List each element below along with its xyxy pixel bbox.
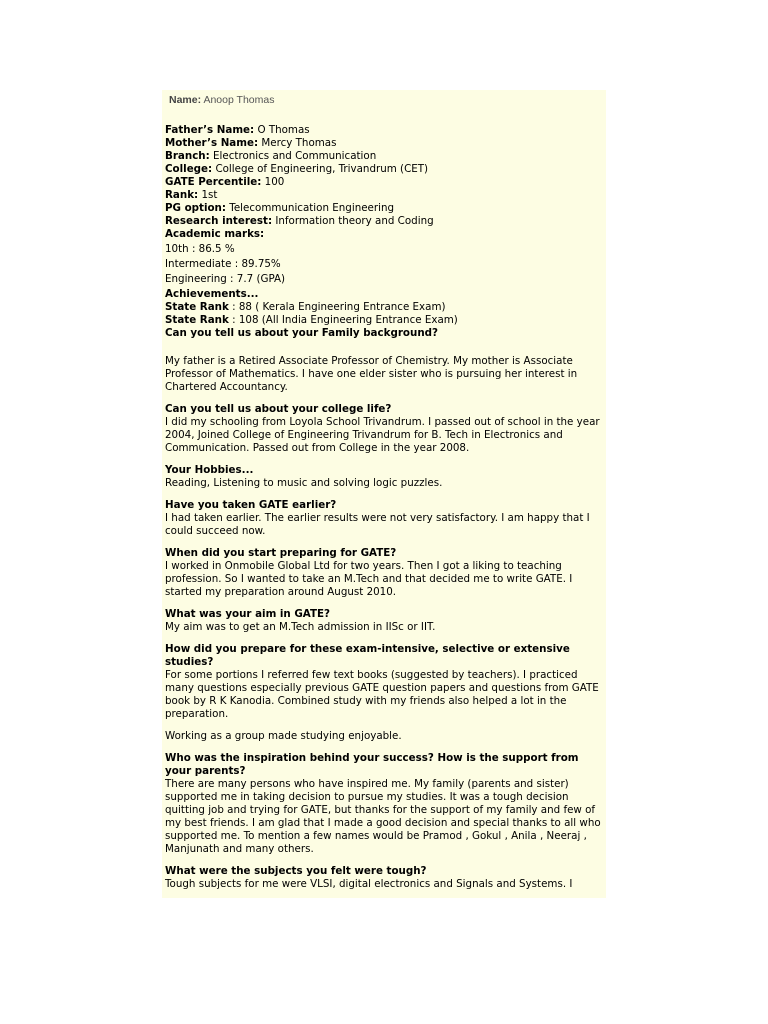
field-value: O Thomas (257, 124, 310, 136)
academic-mark: Intermediate : 89.75% (165, 258, 281, 270)
name-line (169, 94, 274, 106)
question-tough-subjects: What were the subjects you felt were tough? (165, 865, 427, 877)
field-value: 1st (201, 189, 218, 201)
field-value: 100 (264, 176, 285, 188)
answer-gate-earlier: I had taken earlier. The earlier results were not very satisfactory. I am happy that I could succeed now. (165, 512, 590, 537)
field-label: PG option: (165, 202, 227, 214)
field-label: College: (165, 163, 213, 175)
field-label: GATE Percentile: (165, 176, 262, 188)
achievement-item (165, 301, 603, 314)
question-college: Can you tell us about your college life? (165, 403, 392, 415)
achievement-value: : 88 ( Kerala Engineering Entrance Exam) (228, 301, 446, 313)
field-value: Telecommunication Engineering (229, 202, 395, 214)
achievement-item (165, 314, 603, 327)
field-value: Information theory and Coding (275, 215, 434, 227)
answer-preparation: For some portions I referred few text books (suggested by teachers). I practiced many questions especially previous GATE question papers and questions from GATE book by R K Kanodia. Combined study with my friends also helped a lot in the preparation. (165, 669, 599, 720)
answer-aim: My aim was to get an M.Tech admission in IISc or IIT. (165, 621, 436, 633)
academic-heading (165, 228, 603, 241)
academic-mark: 10th : 86.5 % (165, 243, 235, 255)
answer-college: I did my schooling from Loyola School Trivandrum. I passed out of school in the year 2004, Joined College of Engineering Trivandrum for B. Tech in Electronics and Communication. Passed out from College in the year 2008. (165, 416, 600, 454)
achievement-label: State Rank (165, 301, 229, 313)
answer-start-preparing: I worked in Onmobile Global Ltd for two years. Then I got a liking to teaching profession. So I wanted to take an M.Tech and that decided me to write GATE. I started my preparation around August 2010. (165, 560, 573, 598)
question-start-preparing: When did you start preparing for GATE? (165, 547, 397, 559)
field-label: Rank: (165, 189, 199, 201)
academic-mark: Engineering : 7.7 (GPA) (165, 273, 286, 285)
family-question (165, 327, 603, 340)
question-preparation: How did you prepare for these exam-intensive, selective or extensive studies? (165, 643, 570, 668)
profile-percentile (165, 176, 603, 189)
family-answer: My father is a Retired Associate Professor of Chemistry. My mother is Associate Professor of Mathematics. I have one elder sister who is pursuing her interest in Chartered Accountancy. (165, 355, 578, 393)
question-aim: What was your aim in GATE? (165, 608, 330, 620)
answer-hobbies: Reading, Listening to music and solving logic puzzles. (165, 477, 443, 489)
academic-heading-text: Academic marks: (165, 228, 265, 240)
interview-panel (162, 90, 606, 898)
name-value: Anoop Thomas (203, 94, 275, 106)
profile-father (165, 124, 603, 137)
field-value: College of Engineering, Trivandrum (CET) (215, 163, 429, 175)
field-value: Electronics and Communication (213, 150, 377, 162)
field-label: Mother’s Name: (165, 137, 259, 149)
field-value: Mercy Thomas (261, 137, 337, 149)
field-label: Branch: (165, 150, 210, 162)
answer-tough-subjects: Tough subjects for me were VLSI, digital electronics and Signals and Systems. I (165, 878, 573, 890)
name-label: Name: (169, 94, 202, 106)
achievement-value: : 108 (All India Engineering Entrance Exam) (228, 314, 458, 326)
field-label: Research interest: (165, 215, 273, 227)
answer-preparation-extra: Working as a group made studying enjoyable. (165, 730, 402, 742)
profile-mother (165, 137, 603, 150)
question-gate-earlier: Have you taken GATE earlier? (165, 499, 337, 511)
achievements-heading (165, 288, 603, 301)
spacer (165, 340, 603, 353)
profile-content (165, 124, 603, 891)
question-inspiration: Who was the inspiration behind your success? How is the support from your parents? (165, 752, 579, 777)
achievement-label: State Rank (165, 314, 229, 326)
profile-college (165, 163, 603, 176)
profile-research (165, 215, 603, 228)
profile-pg-option (165, 202, 603, 215)
field-label: Father’s Name: (165, 124, 255, 136)
family-question-text: Can you tell us about your Family background? (165, 327, 438, 339)
answer-inspiration: There are many persons who have inspired me. My family (parents and sister) supported me in taking decision to pursue my studies. It was a tough decision quitting job and trying for GATE, but thanks for the support of my family and few of my best friends. I am glad that I made a good decision and special thanks to all who supported me. To mention a few names would be Pramod , Gokul , Anila , Neeraj , Manjunath and many others. (165, 778, 601, 855)
question-hobbies: Your Hobbies... (165, 464, 254, 476)
achievements-heading-text: Achievements... (165, 288, 259, 300)
profile-rank (165, 189, 603, 202)
profile-branch (165, 150, 603, 163)
